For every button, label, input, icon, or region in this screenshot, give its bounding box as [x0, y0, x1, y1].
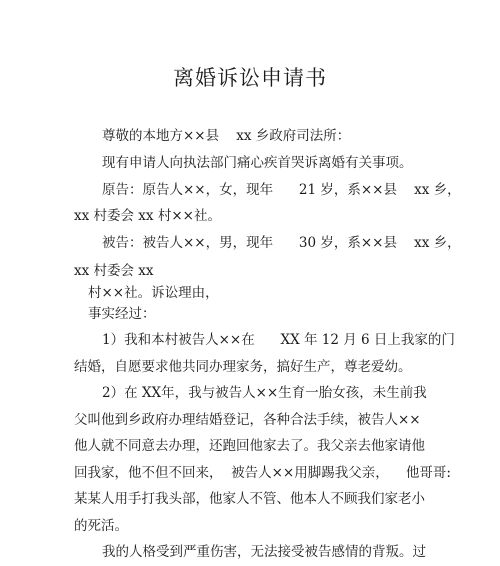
paragraph-line: 结婚，自愿要求他共同办理家务，搞好生产，尊老爱幼。 [74, 359, 412, 375]
paragraph-line: 某某人用手打我头部，他家人不管、他本人不顾我们家老小 [74, 491, 425, 507]
defendant-line: 被告：被告人××，男，现年 30 岁，系××县 xx 乡， [102, 235, 461, 251]
defendant-address-line: xx 村委会 xx [74, 263, 154, 279]
paragraph-line: 我的人格受到严重伤害，无法接受被告感情的背叛。过 [102, 544, 426, 560]
salutation-line: 尊敬的本地方××县 xx 乡政府司法所： [102, 128, 351, 144]
paragraph-line: 1）我和本村被告人××在 XX 年 12 月 6 日上我家的门 [102, 332, 455, 348]
plaintiff-line: 原告：原告人××，女，现年 21 岁，系××县 xx 乡， [102, 182, 461, 198]
document-title: 离婚诉讼申请书 [173, 66, 327, 90]
body-line: 村××社。诉讼理由， [88, 285, 219, 301]
paragraph-line: 2）在 XX年，我与被告人××生育一胎女孩，未生前我 [102, 385, 427, 401]
paragraph-line: 父叫他到乡政府办理结婚登记，各种合法手续，被告人×× [74, 412, 421, 428]
body-line: 现有申请人向执法部门痛心疾首哭诉离婚有关事项。 [102, 155, 413, 171]
section-heading: 事实经过： [88, 306, 156, 322]
paragraph-line: 回我家，他不但不回来， 被告人××用脚踢我父亲， 他哥哥: [74, 465, 451, 481]
plaintiff-address-line: xx 村委会 xx 村××社。 [74, 208, 221, 224]
paragraph-line: 他人就不同意去办理，还跑回他家去了。我父亲去他家请他 [74, 438, 425, 454]
paragraph-line: 的死活。 [74, 518, 128, 534]
